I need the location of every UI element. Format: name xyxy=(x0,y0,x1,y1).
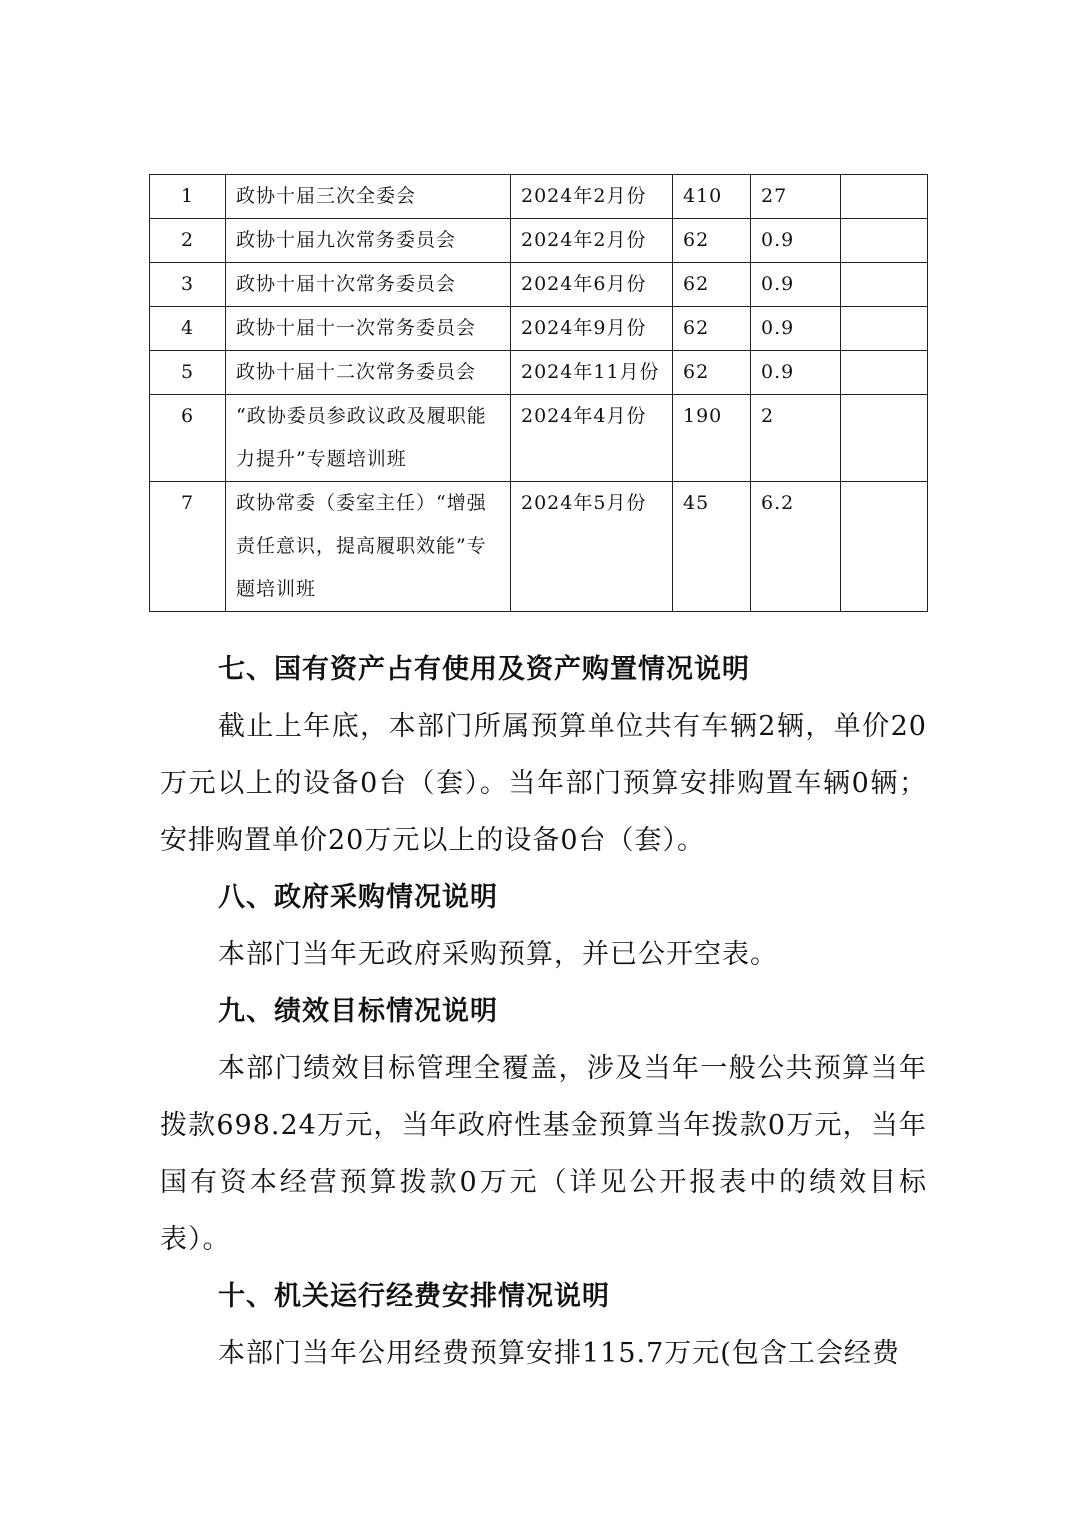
section-heading-operating-costs: 十、机关运行经费安排情况说明 xyxy=(218,1281,610,1312)
budget-amount: 0.9 xyxy=(751,307,841,351)
meeting-date: 2024年2月份 xyxy=(511,219,673,263)
meeting-name: 政协十届十二次常务委员会 xyxy=(226,351,511,395)
budget-amount: 0.9 xyxy=(751,219,841,263)
budget-amount: 27 xyxy=(751,175,841,219)
budget-amount: 0.9 xyxy=(751,351,841,395)
attendee-count: 410 xyxy=(673,175,751,219)
section-paragraph-operating-costs: 本部门当年公用经费预算安排115.7万元(包含工会经费 xyxy=(218,1338,900,1369)
row-number: 1 xyxy=(150,175,226,219)
section-heading-procurement: 八、政府采购情况说明 xyxy=(218,882,498,913)
row-number: 6 xyxy=(150,395,226,482)
meeting-table xyxy=(149,174,928,612)
table-row xyxy=(150,263,928,307)
meeting-date: 2024年4月份 xyxy=(511,395,673,482)
table-row xyxy=(150,175,928,219)
section-paragraph-procurement: 本部门当年无政府采购预算，并已公开空表。 xyxy=(218,939,778,970)
meeting-date: 2024年9月份 xyxy=(511,307,673,351)
table-row xyxy=(150,307,928,351)
attendee-count: 190 xyxy=(673,395,751,482)
body-text xyxy=(160,641,927,1382)
meeting-date: 2024年6月份 xyxy=(511,263,673,307)
table-row xyxy=(150,351,928,395)
section-paragraph-performance: 本部门绩效目标管理全覆盖，涉及当年一般公共预算当年拨款698.24万元，当年政府性基金预算当年拨款0万元，当年国有资本经营预算拨款0万元（详见公开报表中的绩效目标表）。 xyxy=(160,1053,927,1255)
section-heading-assets: 七、国有资产占有使用及资产购置情况说明 xyxy=(218,654,750,685)
section-heading-performance: 九、绩效目标情况说明 xyxy=(218,996,498,1027)
row-number: 4 xyxy=(150,307,226,351)
note-cell xyxy=(841,263,928,307)
attendee-count: 62 xyxy=(673,219,751,263)
budget-amount: 2 xyxy=(751,395,841,482)
meeting-name: 政协十届十次常务委员会 xyxy=(226,263,511,307)
section-paragraph-assets: 截止上年底，本部门所属预算单位共有车辆2辆，单价20万元以上的设备0台（套）。当年部门预算安排购置车辆0辆；安排购置单价20万元以上的设备0台（套）。 xyxy=(160,711,927,856)
attendee-count: 62 xyxy=(673,307,751,351)
note-cell xyxy=(841,175,928,219)
row-number: 7 xyxy=(150,482,226,612)
table-row xyxy=(150,482,928,612)
budget-amount: 0.9 xyxy=(751,263,841,307)
attendee-count: 45 xyxy=(673,482,751,612)
note-cell xyxy=(841,351,928,395)
meeting-name: “政协委员参政议政及履职能力提升”专题培训班 xyxy=(226,395,511,482)
note-cell xyxy=(841,219,928,263)
table-row xyxy=(150,219,928,263)
note-cell xyxy=(841,307,928,351)
meeting-name: 政协十届九次常务委员会 xyxy=(226,219,511,263)
note-cell xyxy=(841,482,928,612)
budget-amount: 6.2 xyxy=(751,482,841,612)
meeting-name: 政协十届三次全委会 xyxy=(226,175,511,219)
meeting-date: 2024年11月份 xyxy=(511,351,673,395)
row-number: 2 xyxy=(150,219,226,263)
attendee-count: 62 xyxy=(673,351,751,395)
note-cell xyxy=(841,395,928,482)
meeting-name: 政协十届十一次常务委员会 xyxy=(226,307,511,351)
meeting-name: 政协常委（委室主任）“增强责任意识，提高履职效能”专题培训班 xyxy=(226,482,511,612)
attendee-count: 62 xyxy=(673,263,751,307)
row-number: 5 xyxy=(150,351,226,395)
meeting-date: 2024年2月份 xyxy=(511,175,673,219)
meeting-date: 2024年5月份 xyxy=(511,482,673,612)
table-row xyxy=(150,395,928,482)
row-number: 3 xyxy=(150,263,226,307)
